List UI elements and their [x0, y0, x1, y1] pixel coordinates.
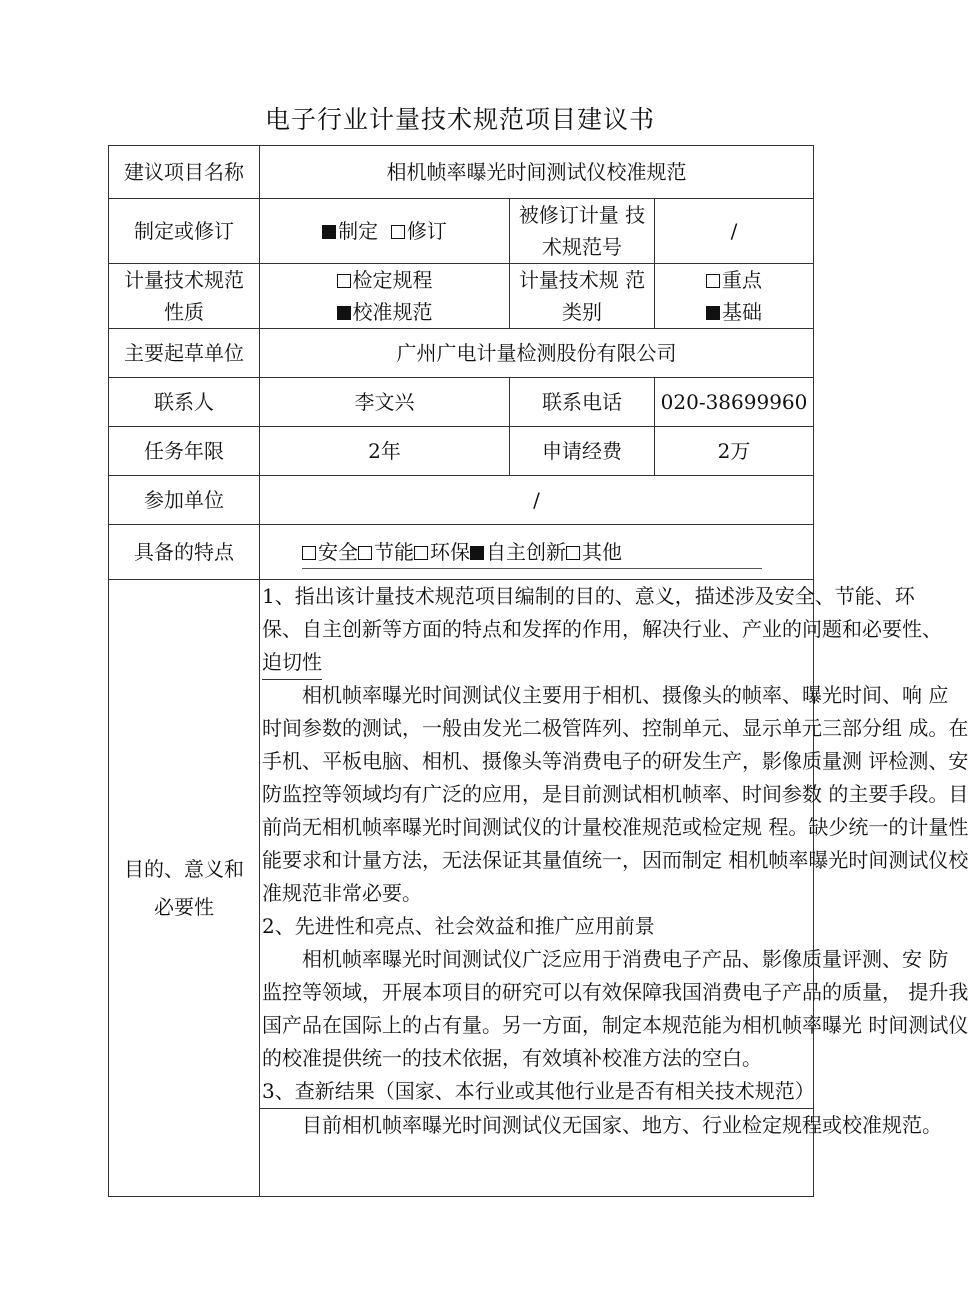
- text-line: 相机帧率曝光时间测试仪广泛应用于消费电子产品、影像质量评测、安 防: [302, 947, 949, 971]
- row-purpose: [109, 580, 814, 1197]
- feature-environment: 环保: [430, 539, 470, 564]
- label-line: 被修订计量 技: [518, 203, 646, 227]
- option-establish: 制定: [338, 219, 379, 243]
- label-features: 具备的特点: [109, 525, 260, 580]
- option-basic: 基础: [722, 300, 763, 324]
- value-category-options: [655, 264, 814, 329]
- row-nature: [109, 264, 814, 329]
- value-funding: 2万: [655, 427, 814, 476]
- text-line: 2、先进性和亮点、社会效益和推广应用前景: [262, 914, 655, 938]
- text-underlined: 迫切性: [262, 646, 322, 680]
- label-line: 类别: [562, 300, 602, 324]
- value-revise-options: [260, 199, 510, 264]
- label-revised-spec-no: [510, 199, 655, 264]
- purpose-content: [260, 580, 968, 1197]
- row-revise: [109, 199, 814, 264]
- label-revise: 制定或修订: [109, 199, 260, 264]
- text-line: 的校准提供统一的技术依据，有效填补校准方法的空白。: [262, 1046, 762, 1070]
- value-project-name: 相机帧率曝光时间测试仪校准规范: [260, 146, 814, 199]
- label-participants: 参加单位: [109, 476, 260, 525]
- text-line: 国产品在国际上的占有量。另一方面，制定本规范能为相机帧率曝光 时间测试仪: [262, 1013, 968, 1037]
- checked-box-icon[interactable]: [322, 225, 336, 239]
- option-revise: 修订: [406, 219, 447, 243]
- label-phone: 联系电话: [510, 378, 655, 427]
- label-contact: 联系人: [109, 378, 260, 427]
- feature-innovation: 自主创新: [486, 539, 566, 564]
- value-contact: 李文兴: [260, 378, 510, 427]
- checked-box-icon[interactable]: [470, 546, 484, 560]
- row-term: [109, 427, 814, 476]
- text-line: 前尚无相机帧率曝光时间测试仪的计量校准规范或检定规 程。缺少统一的计量性: [262, 815, 968, 839]
- value-term: 2年: [260, 427, 510, 476]
- text-line: 防监控等领域均有广泛的应用，是目前测试相机帧率、时间参数 的主要手段。目: [262, 782, 968, 806]
- label-line: 计量技术规范: [124, 268, 244, 292]
- value-participants: /: [260, 476, 814, 525]
- label-line: 性质: [164, 300, 204, 324]
- label-line: 必要性: [154, 895, 214, 919]
- text-line: 3、查新结果（国家、本行业或其他行业是否有相关技术规范）: [260, 1075, 813, 1109]
- text-line: 监控等领域，开展本项目的研究可以有效保障我国消费电子产品的质量， 提升我: [262, 980, 968, 1004]
- unchecked-box-icon[interactable]: [302, 546, 316, 560]
- label-line: 目的、意义和: [124, 857, 244, 881]
- text-line: 保、自主创新等方面的特点和发挥的作用，解决行业、产业的问题和必要性、: [262, 617, 942, 641]
- value-drafter: 广州广电计量检测股份有限公司: [260, 329, 814, 378]
- checked-box-icon[interactable]: [706, 306, 720, 320]
- label-project-name: 建议项目名称: [109, 146, 260, 199]
- features-line: [302, 536, 762, 569]
- text-line: 相机帧率曝光时间测试仪主要用于相机、摄像头的帧率、曝光时间、响 应: [302, 683, 949, 707]
- row-project-name: [109, 146, 814, 199]
- option-calibration: 校准规范: [352, 300, 433, 324]
- option-key: 重点: [722, 268, 763, 292]
- label-line: 术规范号: [542, 235, 622, 259]
- unchecked-box-icon[interactable]: [566, 546, 580, 560]
- unchecked-box-icon[interactable]: [706, 274, 720, 288]
- label-term: 任务年限: [109, 427, 260, 476]
- unchecked-box-icon[interactable]: [337, 274, 351, 288]
- option-verification: 检定规程: [352, 268, 433, 292]
- row-drafter: [109, 329, 814, 378]
- unchecked-box-icon[interactable]: [414, 546, 428, 560]
- proposal-form-table: [108, 145, 968, 1197]
- feature-safety: 安全: [318, 539, 358, 564]
- label-drafter: 主要起草单位: [109, 329, 260, 378]
- text-line: 1、指出该计量技术规范项目编制的目的、意义，描述涉及安全、节能、环: [262, 584, 915, 608]
- document-title: 电子行业计量技术规范项目建议书: [264, 105, 655, 134]
- label-category: [510, 264, 655, 329]
- value-revised-spec-no: /: [655, 199, 814, 264]
- label-purpose: [109, 580, 260, 1197]
- row-features: [109, 525, 814, 580]
- text-line: 手机、平板电脑、相机、摄像头等消费电子的研发生产，影像质量测 评检测、安: [262, 749, 968, 773]
- label-nature: [109, 264, 260, 329]
- feature-other: 其他: [582, 539, 622, 564]
- row-participants: [109, 476, 814, 525]
- label-funding: 申请经费: [510, 427, 655, 476]
- text-line: [260, 646, 813, 679]
- label-line: 计量技术规 范: [518, 268, 646, 292]
- text-line: 准规范非常必要。: [262, 881, 422, 905]
- value-phone: 020-38699960: [655, 378, 814, 427]
- feature-energy: 节能: [374, 539, 414, 564]
- text-line: 能要求和计量方法，无法保证其量值统一，因而制定 相机帧率曝光时间测试仪校: [262, 848, 968, 872]
- checked-box-icon[interactable]: [337, 306, 351, 320]
- text-line: 时间参数的测试，一般由发光二极管阵列、控制单元、显示单元三部分组 成。在: [262, 716, 968, 740]
- value-nature-options: [260, 264, 510, 329]
- row-contact: [109, 378, 814, 427]
- unchecked-box-icon[interactable]: [391, 225, 405, 239]
- text-line: 目前相机帧率曝光时间测试仪无国家、地方、行业检定规程或校准规范。: [302, 1113, 942, 1137]
- value-features: [260, 525, 814, 580]
- unchecked-box-icon[interactable]: [358, 546, 372, 560]
